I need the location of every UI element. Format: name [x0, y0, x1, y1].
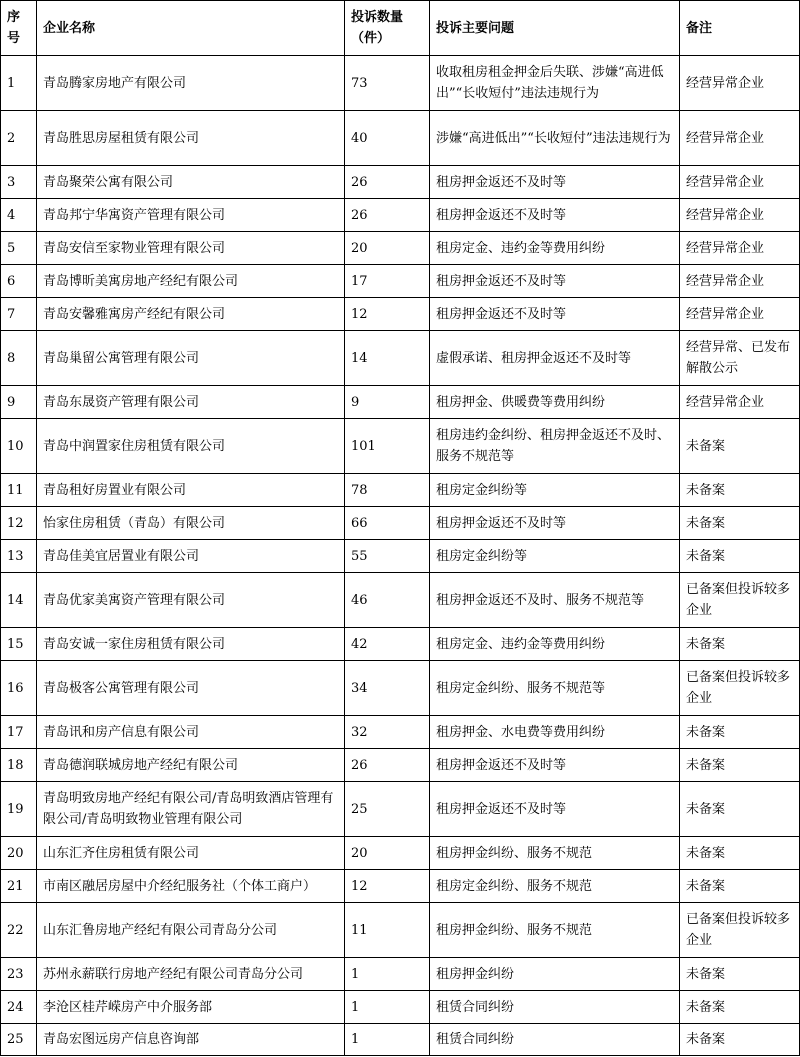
row-complaint-count: 9	[345, 386, 430, 419]
row-company-name: 青岛安馨雅寓房产经纪有限公司	[37, 298, 345, 331]
row-complaint-count: 26	[345, 166, 430, 199]
row-company-name: 青岛极客公寓管理有限公司	[37, 661, 345, 716]
row-main-issue: 租房押金、供暖费等费用纠纷	[430, 386, 680, 419]
table-row	[1, 782, 800, 837]
row-note: 经营异常企业	[680, 386, 800, 419]
row-main-issue: 租房押金返还不及时等	[430, 507, 680, 540]
row-complaint-count: 1	[345, 991, 430, 1024]
row-company-name: 青岛巢留公寓管理有限公司	[37, 331, 345, 386]
row-company-name: 青岛讯和房产信息有限公司	[37, 716, 345, 749]
table-row	[1, 386, 800, 419]
row-main-issue: 租房押金、水电费等费用纠纷	[430, 716, 680, 749]
row-seq: 5	[1, 232, 37, 265]
row-note: 未备案	[680, 628, 800, 661]
table-row	[1, 199, 800, 232]
row-note: 未备案	[680, 540, 800, 573]
row-company-name: 青岛宏图远房产信息咨询部	[37, 1024, 345, 1056]
row-company-name: 青岛胜思房屋租赁有限公司	[37, 111, 345, 166]
table-row	[1, 111, 800, 166]
row-complaint-count: 101	[345, 419, 430, 474]
row-seq: 2	[1, 111, 37, 166]
table-row	[1, 716, 800, 749]
row-complaint-count: 55	[345, 540, 430, 573]
row-company-name: 山东汇齐住房租赁有限公司	[37, 837, 345, 870]
row-main-issue: 租赁合同纠纷	[430, 1024, 680, 1056]
row-seq: 11	[1, 474, 37, 507]
table-row	[1, 573, 800, 628]
table-row	[1, 298, 800, 331]
row-main-issue: 租房押金纠纷	[430, 958, 680, 991]
row-main-issue: 租房押金返还不及时等	[430, 166, 680, 199]
row-seq: 14	[1, 573, 37, 628]
row-main-issue: 租房押金返还不及时等	[430, 749, 680, 782]
row-seq: 4	[1, 199, 37, 232]
table-row	[1, 474, 800, 507]
table-row	[1, 419, 800, 474]
header-complaint-count: 投诉数量（件）	[345, 1, 430, 56]
row-note: 经营异常、已发布解散公示	[680, 331, 800, 386]
row-company-name: 青岛优家美寓资产管理有限公司	[37, 573, 345, 628]
row-company-name: 青岛安诚一家住房租赁有限公司	[37, 628, 345, 661]
row-complaint-count: 26	[345, 749, 430, 782]
row-complaint-count: 11	[345, 903, 430, 958]
row-note: 未备案	[680, 991, 800, 1024]
row-note: 经营异常企业	[680, 111, 800, 166]
row-company-name: 青岛租好房置业有限公司	[37, 474, 345, 507]
table-row	[1, 991, 800, 1024]
row-note: 经营异常企业	[680, 232, 800, 265]
row-note: 已备案但投诉较多企业	[680, 573, 800, 628]
row-company-name: 青岛安信至家物业管理有限公司	[37, 232, 345, 265]
row-complaint-count: 1	[345, 1024, 430, 1056]
row-note: 未备案	[680, 958, 800, 991]
row-complaint-count: 26	[345, 199, 430, 232]
row-note: 未备案	[680, 782, 800, 837]
row-main-issue: 租房违约金纠纷、租房押金返还不及时、服务不规范等	[430, 419, 680, 474]
row-note: 未备案	[680, 419, 800, 474]
row-seq: 21	[1, 870, 37, 903]
row-company-name: 青岛东晟资产管理有限公司	[37, 386, 345, 419]
table-row	[1, 837, 800, 870]
row-seq: 19	[1, 782, 37, 837]
table-row	[1, 331, 800, 386]
table-row	[1, 870, 800, 903]
row-seq: 8	[1, 331, 37, 386]
table-row	[1, 166, 800, 199]
table-row	[1, 661, 800, 716]
row-note: 经营异常企业	[680, 56, 800, 111]
row-main-issue: 租房押金返还不及时、服务不规范等	[430, 573, 680, 628]
row-note: 已备案但投诉较多企业	[680, 661, 800, 716]
table-row	[1, 507, 800, 540]
row-complaint-count: 73	[345, 56, 430, 111]
row-seq: 7	[1, 298, 37, 331]
table-row	[1, 265, 800, 298]
row-seq: 9	[1, 386, 37, 419]
row-main-issue: 租房定金纠纷等	[430, 540, 680, 573]
row-seq: 23	[1, 958, 37, 991]
row-complaint-count: 12	[345, 870, 430, 903]
row-company-name: 市南区融居房屋中介经纪服务社（个体工商户）	[37, 870, 345, 903]
row-seq: 6	[1, 265, 37, 298]
row-company-name: 青岛博昕美寓房地产经纪有限公司	[37, 265, 345, 298]
row-note: 未备案	[680, 507, 800, 540]
row-company-name: 青岛明致房地产经纪有限公司/青岛明致酒店管理有限公司/青岛明致物业管理有限公司	[37, 782, 345, 837]
row-main-issue: 租房定金、违约金等费用纠纷	[430, 628, 680, 661]
table-row	[1, 749, 800, 782]
row-main-issue: 涉嫌“高进低出”“长收短付”违法违规行为	[430, 111, 680, 166]
row-complaint-count: 42	[345, 628, 430, 661]
table-row	[1, 1024, 800, 1056]
row-seq: 20	[1, 837, 37, 870]
row-complaint-count: 25	[345, 782, 430, 837]
row-note: 经营异常企业	[680, 265, 800, 298]
table-row	[1, 903, 800, 958]
row-seq: 3	[1, 166, 37, 199]
row-main-issue: 租房押金纠纷、服务不规范	[430, 903, 680, 958]
row-company-name: 青岛佳美宜居置业有限公司	[37, 540, 345, 573]
row-main-issue: 租房定金纠纷、服务不规范等	[430, 661, 680, 716]
row-main-issue: 租房押金返还不及时等	[430, 199, 680, 232]
row-note: 经营异常企业	[680, 199, 800, 232]
row-seq: 16	[1, 661, 37, 716]
row-main-issue: 租房定金、违约金等费用纠纷	[430, 232, 680, 265]
header-note: 备注	[680, 1, 800, 56]
row-main-issue: 租房定金纠纷、服务不规范	[430, 870, 680, 903]
table-row	[1, 540, 800, 573]
row-note: 已备案但投诉较多企业	[680, 903, 800, 958]
table-row	[1, 958, 800, 991]
header-seq: 序号	[1, 1, 37, 56]
row-main-issue: 租房定金纠纷等	[430, 474, 680, 507]
table-row	[1, 232, 800, 265]
row-complaint-count: 32	[345, 716, 430, 749]
row-seq: 25	[1, 1024, 37, 1056]
row-complaint-count: 66	[345, 507, 430, 540]
row-main-issue: 虚假承诺、租房押金返还不及时等	[430, 331, 680, 386]
header-company-name: 企业名称	[37, 1, 345, 56]
row-seq: 1	[1, 56, 37, 111]
row-company-name: 青岛聚荣公寓有限公司	[37, 166, 345, 199]
row-note: 未备案	[680, 749, 800, 782]
row-company-name: 青岛邦宁华寓资产管理有限公司	[37, 199, 345, 232]
row-main-issue: 收取租房租金押金后失联、涉嫌“高进低出”“长收短付”违法违规行为	[430, 56, 680, 111]
row-seq: 22	[1, 903, 37, 958]
row-note: 经营异常企业	[680, 166, 800, 199]
row-main-issue: 租赁合同纠纷	[430, 991, 680, 1024]
row-complaint-count: 17	[345, 265, 430, 298]
table-row	[1, 628, 800, 661]
row-seq: 24	[1, 991, 37, 1024]
table-row	[1, 56, 800, 111]
row-company-name: 青岛腾家房地产有限公司	[37, 56, 345, 111]
row-seq: 15	[1, 628, 37, 661]
row-complaint-count: 78	[345, 474, 430, 507]
row-main-issue: 租房押金纠纷、服务不规范	[430, 837, 680, 870]
row-note: 未备案	[680, 870, 800, 903]
row-note: 未备案	[680, 474, 800, 507]
table-header-row	[1, 1, 800, 56]
row-main-issue: 租房押金返还不及时等	[430, 782, 680, 837]
row-complaint-count: 12	[345, 298, 430, 331]
row-main-issue: 租房押金返还不及时等	[430, 265, 680, 298]
row-complaint-count: 20	[345, 837, 430, 870]
row-company-name: 山东汇鲁房地产经纪有限公司青岛分公司	[37, 903, 345, 958]
row-complaint-count: 14	[345, 331, 430, 386]
row-complaint-count: 46	[345, 573, 430, 628]
row-company-name: 怡家住房租赁（青岛）有限公司	[37, 507, 345, 540]
row-company-name: 青岛中润置家住房租赁有限公司	[37, 419, 345, 474]
row-seq: 17	[1, 716, 37, 749]
row-company-name: 苏州永薪联行房地产经纪有限公司青岛分公司	[37, 958, 345, 991]
row-note: 未备案	[680, 837, 800, 870]
row-seq: 10	[1, 419, 37, 474]
row-seq: 13	[1, 540, 37, 573]
row-note: 经营异常企业	[680, 298, 800, 331]
row-company-name: 李沧区桂芹嵘房产中介服务部	[37, 991, 345, 1024]
row-note: 未备案	[680, 1024, 800, 1056]
row-complaint-count: 40	[345, 111, 430, 166]
row-company-name: 青岛德润联城房地产经纪有限公司	[37, 749, 345, 782]
row-seq: 12	[1, 507, 37, 540]
row-complaint-count: 34	[345, 661, 430, 716]
row-main-issue: 租房押金返还不及时等	[430, 298, 680, 331]
row-complaint-count: 20	[345, 232, 430, 265]
row-complaint-count: 1	[345, 958, 430, 991]
row-seq: 18	[1, 749, 37, 782]
row-note: 未备案	[680, 716, 800, 749]
header-main-issue: 投诉主要问题	[430, 1, 680, 56]
